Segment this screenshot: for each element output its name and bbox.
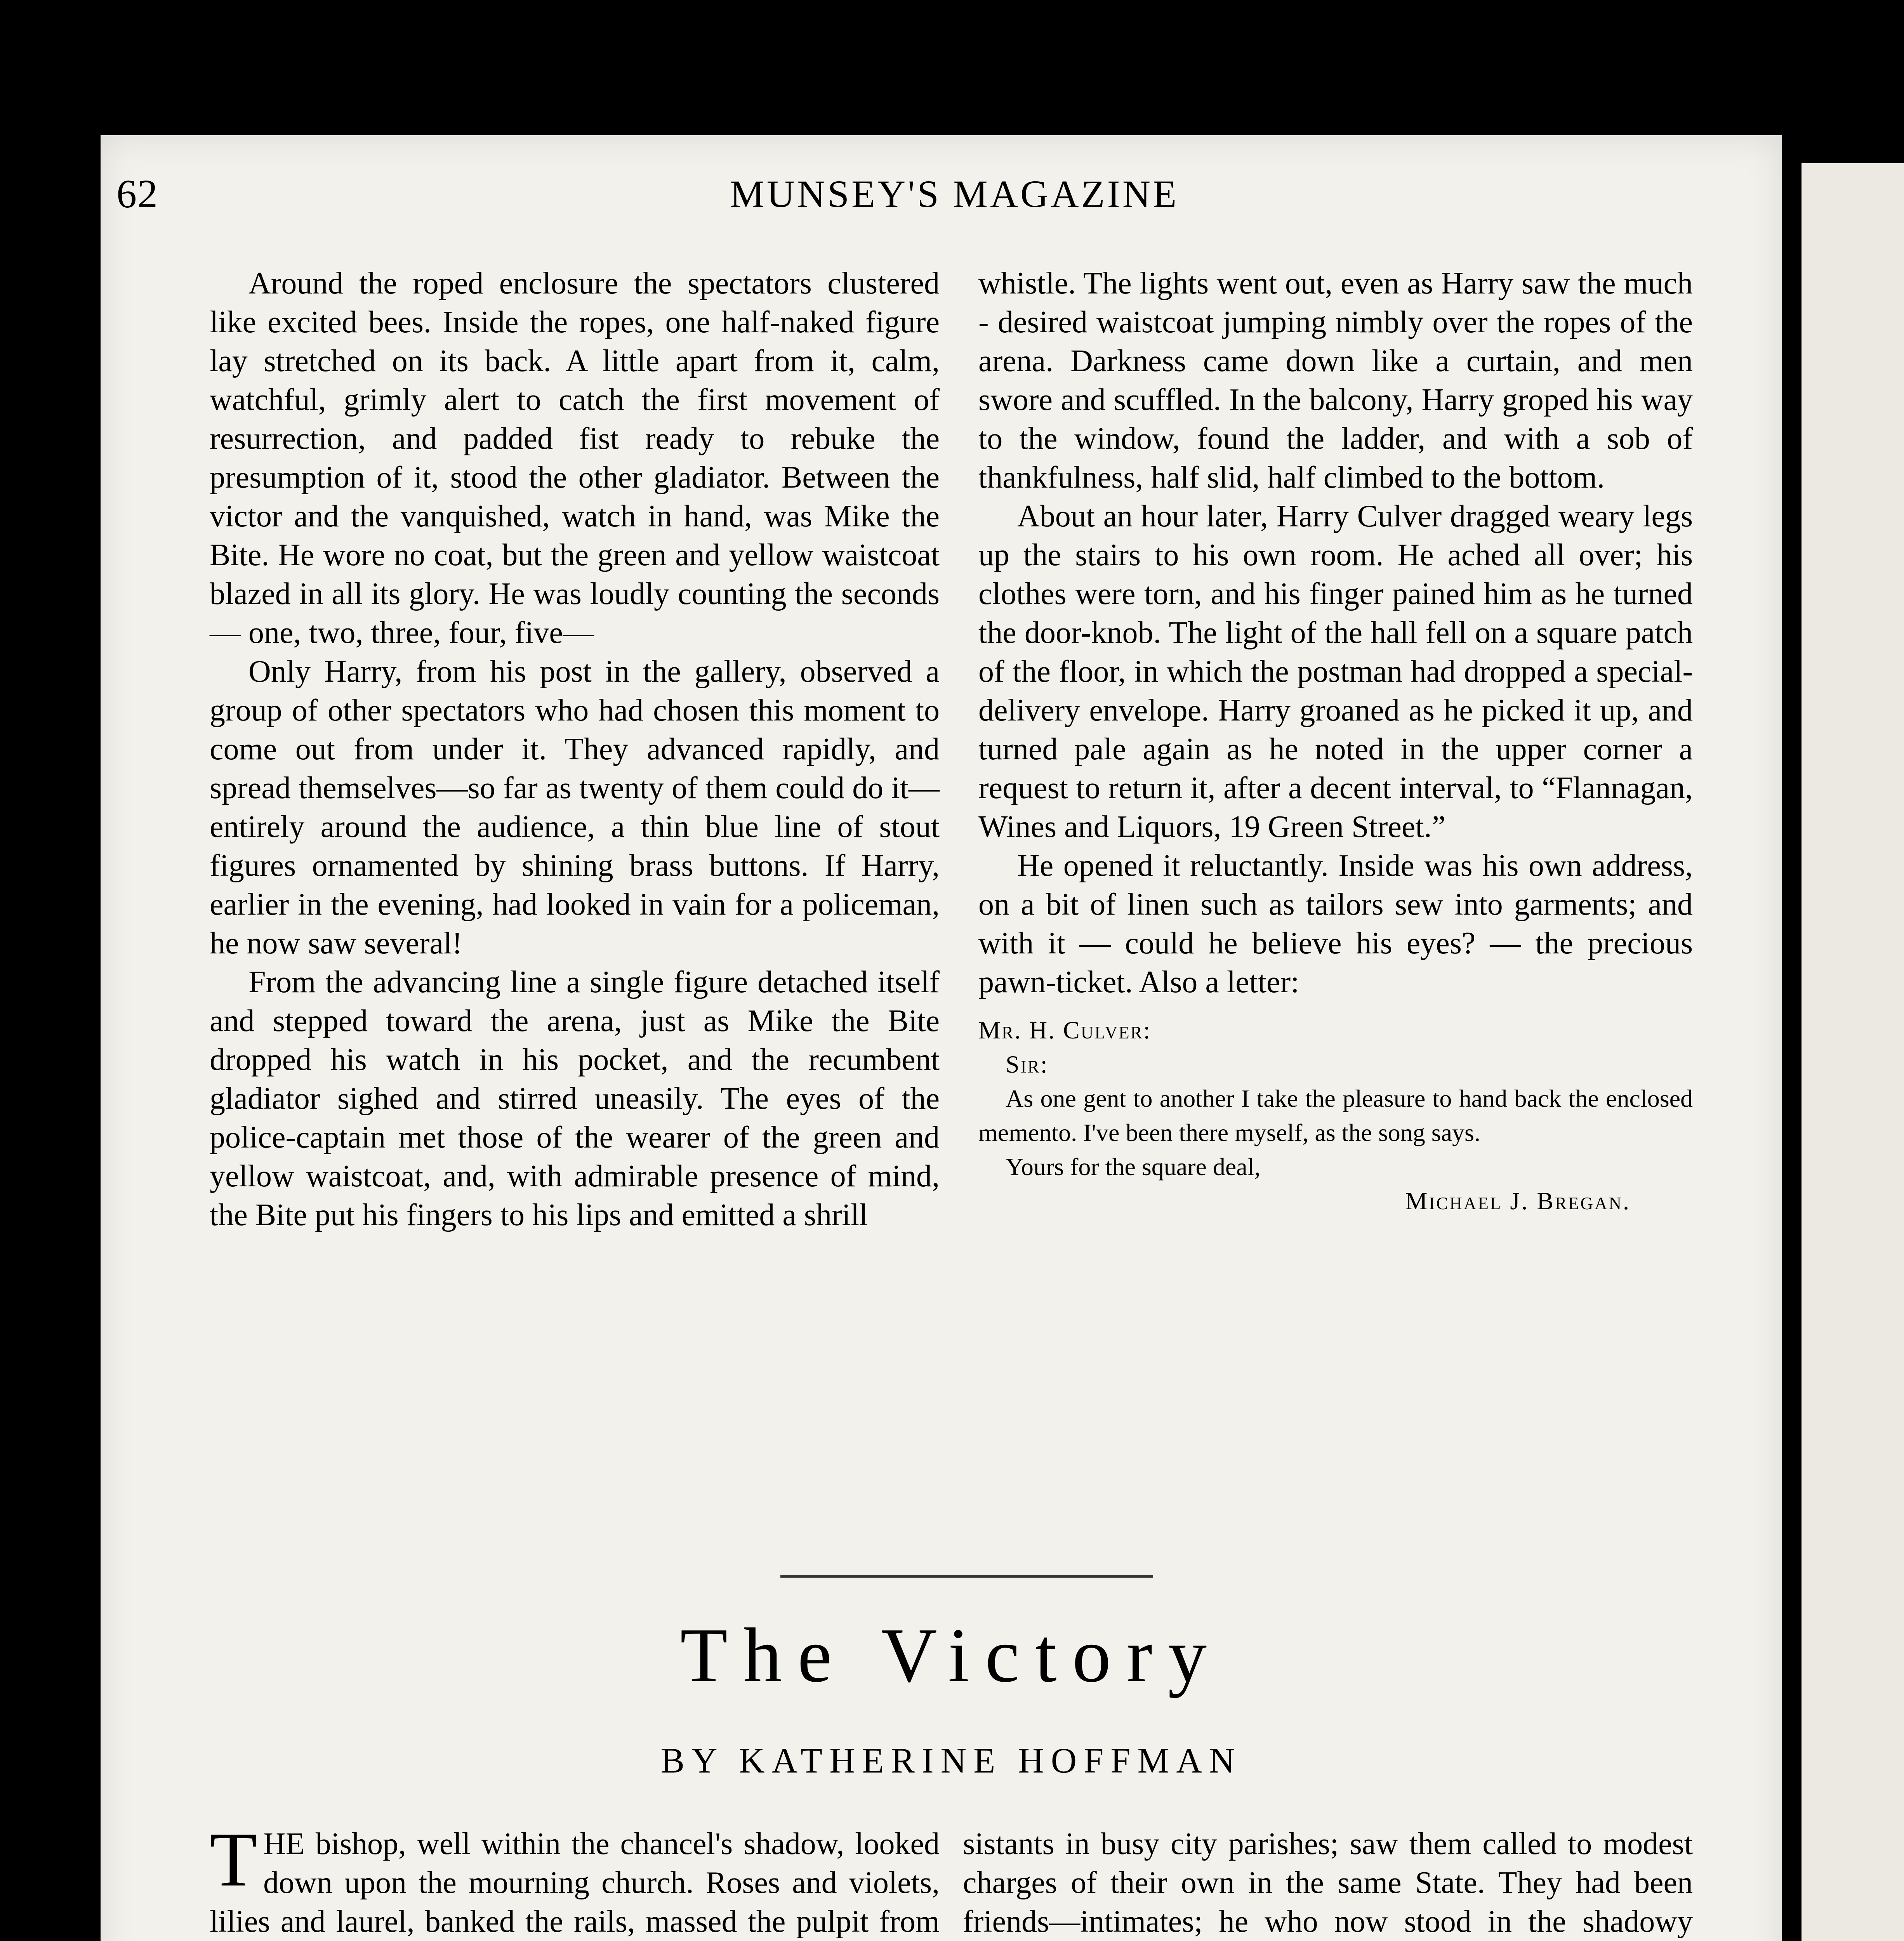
letter-salutation: Mr. H. Culver:	[978, 1016, 1152, 1044]
opening-paragraph-text: HE bishop, well within the chancel's shadow, looked down upon the mourning church. Roses and violets, lilies and laurel, banked the rails, massed the pulpit from	[210, 1827, 940, 1939]
letter-signature: Michael J. Bregan.	[1405, 1187, 1631, 1215]
drop-cap: T	[210, 1817, 257, 1903]
opening-paragraph	[210, 1817, 940, 1941]
story-byline: BY KATHERINE HOFFMAN	[660, 1741, 1242, 1780]
story-right-column	[963, 1825, 1693, 1941]
letter-body: As one gent to another I take the pleasure to hand back the enclosed memento. I've been there myself, as the song says.	[978, 1085, 1693, 1146]
paragraph: From the advancing line a single figure detached itself and stepped toward the arena, just as Mike the Bite dropped his watch in his pocket, and the recumbent gladiator sighed and stirred uneasily. The eyes of the police-captain met those of the wearer of the green and yellow waistcoat, and, with admirable presence of mind, the Bite put his fingers to his lips and emitted a shrill	[210, 965, 940, 1232]
section-divider	[780, 1575, 1153, 1578]
paragraph: Only Harry, from his post in the gallery, observed a group of other spectators who had chosen this moment to come out from under it. They advanced rapidly, and spread themselves—so far as twenty of them could do it—entirely around the audience, a thin blue line of stout figures ornamented by shining brass buttons. If Harry, earlier in the evening, had looked in vain for a policeman, he now saw several!	[210, 655, 940, 960]
running-head: MUNSEY'S MAGAZINE	[730, 172, 1179, 215]
paragraph: He opened it reluctantly. Inside was his own address, on a bit of linen such as tailors sew into garments; and with it — could he believe his eyes? — the precious pawn-ticket. Also a letter:	[978, 849, 1693, 999]
previous-story-right-column	[978, 264, 1693, 1545]
paragraph: whistle. The lights went out, even as Harry saw the much - desired waistcoat jumping nimbly over the ropes of the arena. Darkness came down like a curtain, and men swore and scuffled. In the balcony, Harry groped his way to the window, found the ladder, and with a sob of thankfulness, half slid, half climbed to the bottom.	[978, 266, 1693, 495]
letter	[978, 1013, 1693, 1218]
paragraph: sistants in busy city parishes; saw them called to modest charges of their own in the same State. They had been friends—intimates; he who now stood in the shadowy	[963, 1827, 1693, 1939]
letter-sir: Sir:	[1006, 1050, 1049, 1078]
paragraph: Around the roped enclosure the spectators clustered like excited bees. Inside the ropes, one half-naked figure lay stretched on its back. A little apart from it, calm, watchful, grimly alert to catch the first movement of resurrection, and padded fist ready to rebuke the presumption of it, stood the other gladiator. Between the victor and the vanquished, watch in hand, was Mike the Bite. He wore no coat, but the green and yellow waistcoat blazed in all its glory. He was loudly counting the seconds — one, two, three, four, five—	[210, 266, 940, 650]
story-left-column	[210, 1817, 940, 1941]
story-title: The Victory	[680, 1613, 1223, 1698]
paragraph: About an hour later, Harry Culver dragged weary legs up the stairs to his own room. He ached all over; his clothes were torn, and his finger pained him as he turned the door-knob. The light of the hall fell on a square patch of the floor, in which the postman had dropped a special-delivery envelope. Harry groaned as he picked it up, and turned pale again as he noted in the upper corner a request to return it, after a decent interval, to “Flannagan, Wines and Liquors, 19 Green Street.”	[978, 499, 1693, 844]
page-number: 62	[116, 172, 158, 216]
next-page-edge	[1802, 163, 1904, 1941]
letter-closing: Yours for the square deal,	[1006, 1153, 1261, 1181]
previous-story-left-column	[210, 264, 940, 1545]
